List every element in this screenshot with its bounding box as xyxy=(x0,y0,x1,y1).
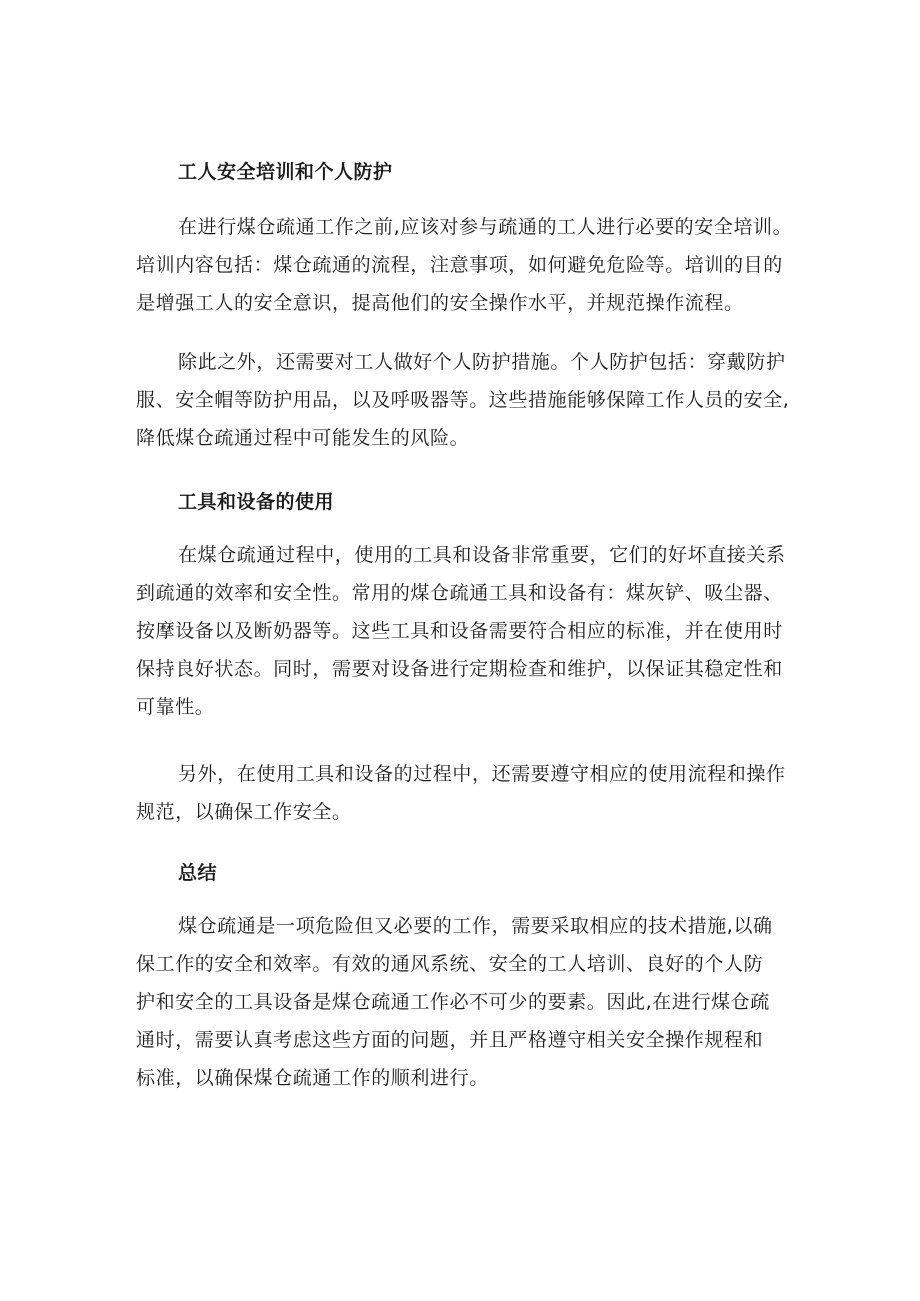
paragraph-line: 服、安全帽等防护用品，以及呼吸器等。这些措施能够保障工作人员的安全, xyxy=(136,389,790,411)
paragraph-training xyxy=(136,208,836,322)
paragraph-line: 保持良好状态。同时，需要对设备进行定期检查和维护，以保证其稳定性和 xyxy=(136,658,783,680)
paragraph-summary xyxy=(136,907,836,1097)
paragraph-personal-protection xyxy=(136,343,836,457)
paragraph-line: 可靠性。 xyxy=(136,696,215,718)
paragraph-line: 培训内容包括：煤仓疏通的流程，注意事项，如何避免危险等。培训的目的 xyxy=(136,254,783,276)
section-heading-summary: 总结 xyxy=(178,862,218,884)
paragraph-tools xyxy=(136,536,836,726)
section-heading-tools-equipment: 工具和设备的使用 xyxy=(178,491,335,513)
paragraph-line: 通时，需要认真考虑这些方面的问题，并且严格遵守相关安全操作规程和 xyxy=(136,1029,764,1051)
paragraph-line: 按摩设备以及断奶器等。这些工具和设备需要符合相应的标准，并在使用时 xyxy=(136,620,783,642)
paragraph-line: 在进行煤仓疏通工作之前,应该对参与疏通的工人进行必要的安全培训。 xyxy=(178,216,793,238)
paragraph-line: 标准，以确保煤仓疏通工作的顺利进行。 xyxy=(136,1067,489,1089)
paragraph-line: 到疏通的效率和安全性。常用的煤仓疏通工具和设备有：煤灰铲、吸尘器、 xyxy=(136,582,783,604)
paragraph-line: 煤仓疏通是一项危险但又必要的工作，需要采取相应的技术措施,以确 xyxy=(178,915,773,937)
paragraph-line: 另外，在使用工具和设备的过程中，还需要遵守相应的使用流程和操作 xyxy=(178,763,786,785)
paragraph-line: 降低煤仓疏通过程中可能发生的风险。 xyxy=(136,427,470,449)
paragraph-line: 是增强工人的安全意识，提高他们的安全操作水平，并规范操作流程。 xyxy=(136,292,744,314)
paragraph-line: 除此之外，还需要对工人做好个人防护措施。个人防护包括：穿戴防护 xyxy=(178,351,786,373)
paragraph-line: 保工作的安全和效率。有效的通风系统、安全的工人培训、良好的个人防 xyxy=(136,953,764,975)
paragraph-line: 规范，以确保工作安全。 xyxy=(136,801,352,823)
paragraph-line: 护和安全的工具设备是煤仓疏通工作必不可少的要素。因此,在进行煤仓疏 xyxy=(136,991,770,1013)
section-heading-safety-training: 工人安全培训和个人防护 xyxy=(178,161,393,183)
paragraph-procedures xyxy=(136,755,836,831)
paragraph-line: 在煤仓疏通过程中，使用的工具和设备非常重要，它们的好坏直接关系 xyxy=(178,544,786,566)
